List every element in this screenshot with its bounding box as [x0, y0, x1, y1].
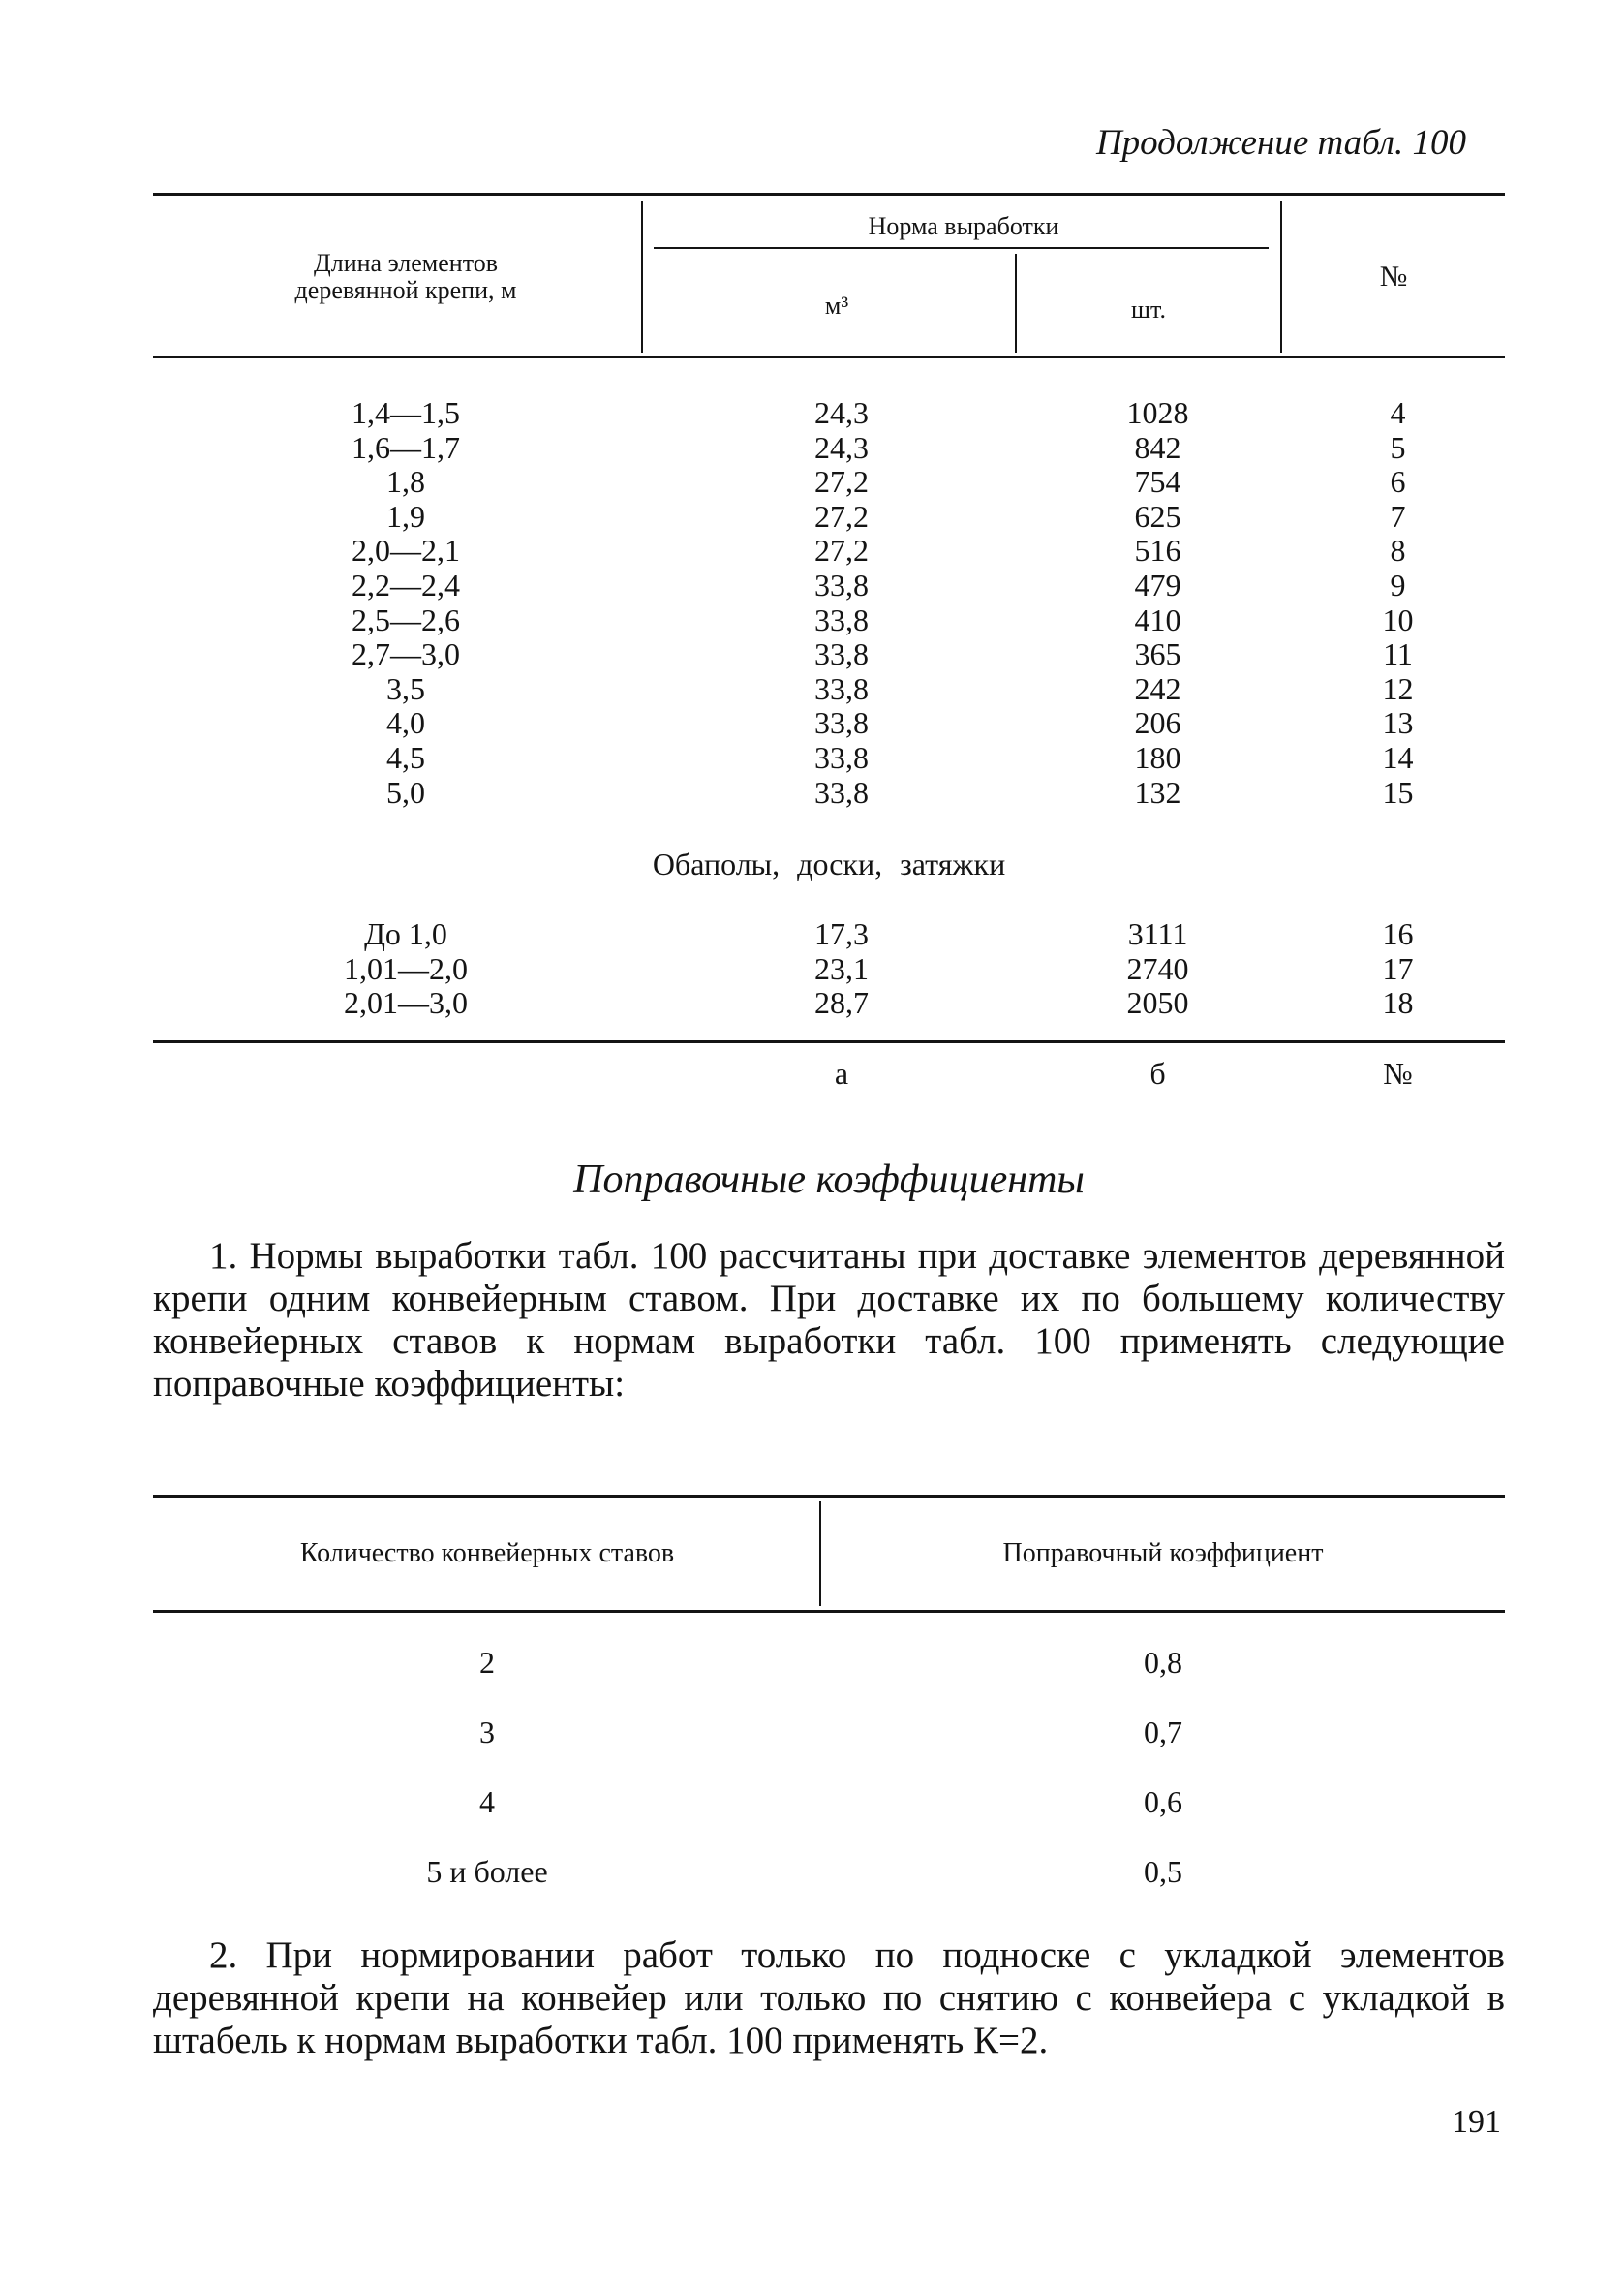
table-row-no: 13: [1382, 705, 1414, 741]
table-row-pcs: 3111: [1127, 916, 1188, 951]
table-row-m3: 27,2: [814, 498, 869, 534]
table-row-m3: 28,7: [814, 985, 869, 1021]
length-column-2: [153, 917, 659, 1021]
table-row-length: 4,5: [386, 739, 425, 775]
length-column: [153, 396, 659, 810]
table-row-m3: 33,8: [814, 739, 869, 775]
table-row-no: 6: [1390, 464, 1406, 500]
table-row-length: 1,9: [386, 498, 425, 534]
table-row-m3: 27,2: [814, 464, 869, 500]
table-row-pcs: 625: [1134, 498, 1181, 534]
length-header-line2: деревянной крепи, м: [294, 276, 517, 304]
table-row-no: 11: [1383, 636, 1413, 672]
table-row-no: 16: [1382, 916, 1414, 951]
continuation-title: Продолжение табл. 100: [1095, 123, 1466, 163]
table-row-length: До 1,0: [364, 916, 447, 951]
coef-header-value: Поправочный коэффициент: [1002, 1538, 1324, 1568]
table-row-m3: 33,8: [814, 567, 869, 603]
table-row-pcs: 180: [1134, 739, 1181, 775]
table-row-no: 15: [1382, 774, 1414, 810]
pcs-column-2: [1025, 917, 1291, 1021]
table-row-m3: 24,3: [814, 429, 869, 465]
table-row-no: 5: [1390, 429, 1406, 465]
table-row-pcs: 206: [1134, 705, 1181, 741]
table-row-no: 10: [1382, 602, 1414, 637]
page-number: 191: [1452, 2104, 1501, 2140]
table-row-pcs: 516: [1134, 533, 1181, 569]
norm-header: Норма выработки: [868, 212, 1059, 240]
footer-b: б: [1149, 1056, 1166, 1091]
footer-no: №: [1383, 1056, 1413, 1091]
table-row-pcs: 754: [1134, 464, 1181, 500]
table-row-m3: 27,2: [814, 533, 869, 569]
table-row-pcs: 242: [1134, 670, 1181, 706]
num-column-2: [1291, 917, 1505, 1021]
table-row-pcs: 410: [1134, 602, 1181, 637]
table-row-m3: 17,3: [814, 916, 869, 951]
table-row-no: 18: [1382, 985, 1414, 1021]
coef-row-value: 0,7: [1144, 1715, 1182, 1749]
table-row-no: 8: [1390, 533, 1406, 569]
table-row-pcs: 2740: [1126, 950, 1189, 986]
norm-header-underline: [654, 247, 1269, 249]
coef-row-value: 0,5: [1144, 1854, 1182, 1889]
length-header: [153, 250, 659, 304]
coef-table-top-rule: [153, 1495, 1505, 1498]
coef-header-bottom-rule: [153, 1610, 1505, 1613]
coef-row-count: 3: [479, 1715, 495, 1749]
header-divider-1: [641, 201, 643, 353]
footer-a: а: [834, 1056, 849, 1091]
table-row-length: 2,7—3,0: [352, 636, 460, 672]
unit-pcs-header: шт.: [1131, 295, 1166, 324]
table-row-m3: 33,8: [814, 670, 869, 706]
table-row-length: 1,8: [386, 464, 425, 500]
table-row-length: 2,0—2,1: [352, 533, 460, 569]
table-row-no: 4: [1390, 395, 1406, 430]
table-row-pcs: 365: [1134, 636, 1181, 672]
table-row-length: 2,5—2,6: [352, 602, 460, 637]
coef-row-count: 4: [479, 1784, 495, 1819]
pcs-column: [1025, 396, 1291, 810]
header-bottom-rule: [153, 356, 1505, 358]
table-row-m3: 24,3: [814, 395, 869, 430]
table-row-m3: 33,8: [814, 774, 869, 810]
table-row-no: 14: [1382, 739, 1414, 775]
table-row-pcs: 1028: [1126, 395, 1189, 430]
table-row-length: 1,01—2,0: [344, 950, 468, 986]
table-row-length: 5,0: [386, 774, 425, 810]
paragraph-1: 1. Нормы выработки табл. 100 рассчитаны при доставке элементов деревянной крепи одним конвейерным ставом. При доставке их по большему количеству конвейерных ставов к нормам выработки табл. 100 применять следующие поправочные коэффициенты:: [153, 1235, 1505, 1405]
coef-row-count: 2: [479, 1645, 495, 1680]
table-bottom-rule: [153, 1040, 1505, 1043]
table-row-pcs: 842: [1134, 429, 1181, 465]
coef-header-count: Количество конвейерных ставов: [299, 1538, 675, 1568]
unit-m3-header: м³: [824, 292, 849, 320]
table-row-length: 1,6—1,7: [352, 429, 460, 465]
length-header-line1: Длина элементов: [314, 249, 498, 277]
section-label: Обаполы, доски, затяжки: [652, 847, 1006, 881]
table-row-pcs: 132: [1134, 774, 1181, 810]
m3-column: [659, 396, 1025, 810]
table-row-m3: 33,8: [814, 602, 869, 637]
table-row-no: 7: [1390, 498, 1406, 534]
paragraph-2: 2. При нормировании работ только по подноске с укладкой элементов деревянной крепи на конвейер или только по снятию с конвейера с укладкой в штабель к нормам выработки табл. 100 применять К=2.: [153, 1934, 1505, 2061]
table-top-rule: [153, 193, 1505, 196]
table-row-length: 3,5: [386, 670, 425, 706]
coef-row-value: 0,8: [1144, 1645, 1182, 1680]
table-row-no: 9: [1390, 567, 1406, 603]
table-row-m3: 33,8: [814, 705, 869, 741]
table-row-pcs: 479: [1134, 567, 1181, 603]
table-row-pcs: 2050: [1126, 985, 1189, 1021]
table-row-length: 2,01—3,0: [344, 985, 468, 1021]
table-row-length: 2,2—2,4: [352, 567, 460, 603]
table-row-m3: 23,1: [814, 950, 869, 986]
section-heading: Поправочные коэффициенты: [573, 1158, 1085, 1202]
coef-row-count: 5 и более: [426, 1854, 548, 1889]
coef-row-value: 0,6: [1144, 1784, 1182, 1819]
m3-column-2: [659, 917, 1025, 1021]
table-row-m3: 33,8: [814, 636, 869, 672]
table-row-no: 17: [1382, 950, 1414, 986]
table-row-length: 1,4—1,5: [352, 395, 460, 430]
table-row-length: 4,0: [386, 705, 425, 741]
num-header: №: [1379, 261, 1408, 293]
table-row-no: 12: [1382, 670, 1414, 706]
num-column: [1291, 396, 1505, 810]
